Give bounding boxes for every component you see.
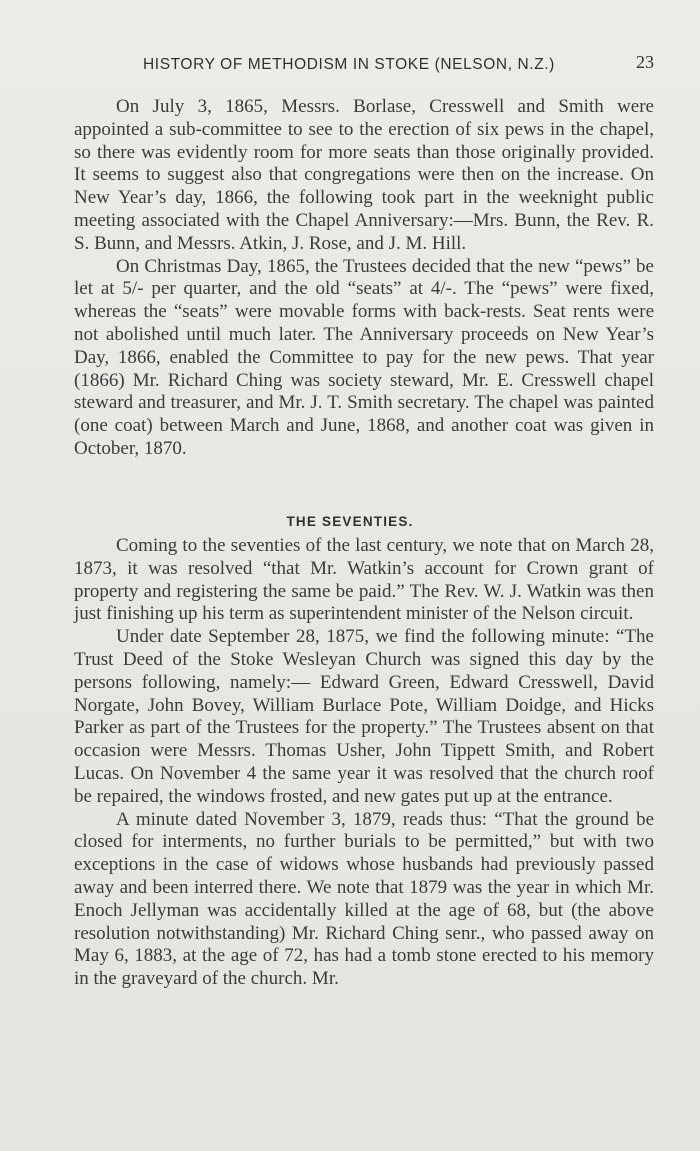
running-head-title: HISTORY OF METHODISM IN STOKE (NELSON, N.Z.): [143, 56, 555, 73]
page-number: 23: [636, 52, 654, 72]
section-the-seventies: [74, 535, 654, 991]
paragraph: On Christmas Day, 1865, the Trustees decided that the new “pews” be let at 5/- per quarter, and the old “seats” at 4/-. The “pews” were fixed, whereas the “seats” were movable forms with back-rests. Seat rents were not abolished until much later. The Anniversary proceeds on New Year’s Day, 1866, enabled the Committee to pay for the new pews. That year (1866) Mr. Richard Ching was society steward, Mr. E. Cresswell chapel steward and treasurer, and Mr. J. T. Smith secretary. The chapel was painted (one coat) between March and June, 1868, and another coat was given in October, 1870.: [74, 255, 654, 459]
paragraph: Under date September 28, 1875, we find the following minute: “The Trust Deed of the Stoke Wesleyan Church was signed this day by the persons following, namely:— Edward Green, Edward Cresswell, David Norgate, John Bovey, William Burlace Pote, William Doidge, and Hicks Parker as part of the Trustees for the property.” The Trustees absent on that occasion were Messrs. Thomas Usher, John Tippett Smith, and Robert Lucas. On November 4 the same year it was resolved that the church roof be repaired, the windows frosted, and new gates put up at the entrance.: [74, 626, 654, 807]
paragraph: On July 3, 1865, Messrs. Borlase, Cresswell and Smith were appointed a sub-committee to see to the erection of six pews in the chapel, so there was evidently room for more seats than those originally provided. It seems to suggest also that congregations were then on the increase. On New Year’s day, 1866, the following took part in the weeknight public meeting associated with the Chapel Anniversary:—Mrs. Bunn, the Rev. R. S. Bunn, and Messrs. Atkin, J. Rose, and J. M. Hill.: [74, 96, 654, 254]
paragraph: Coming to the seventies of the last century, we note that on March 28, 1873, it was resolved “that Mr. Watkin’s account for Crown grant of property and registering the same be paid.” The Rev. W. J. Watkin was then just finishing up his term as superintendent minister of the Nelson circuit.: [74, 535, 654, 625]
section-chapel-pews: [74, 96, 654, 461]
running-header: [0, 52, 700, 80]
paragraph: A minute dated November 3, 1879, reads thus: “That the ground be closed for interments, no further burials to be permitted,” but with two exceptions in the case of widows whose husbands had previously passed away and been interred there. We note that 1879 was the year in which Mr. Enoch Jellyman was accidentally killed at the age of 68, but (the above resolution notwithstanding) Mr. Richard Ching senr., who passed away on May 6, 1883, at the age of 72, has had a tomb stone erected to his memory in the graveyard of the church. Mr.: [74, 808, 654, 990]
section-heading: THE SEVENTIES.: [286, 514, 414, 529]
